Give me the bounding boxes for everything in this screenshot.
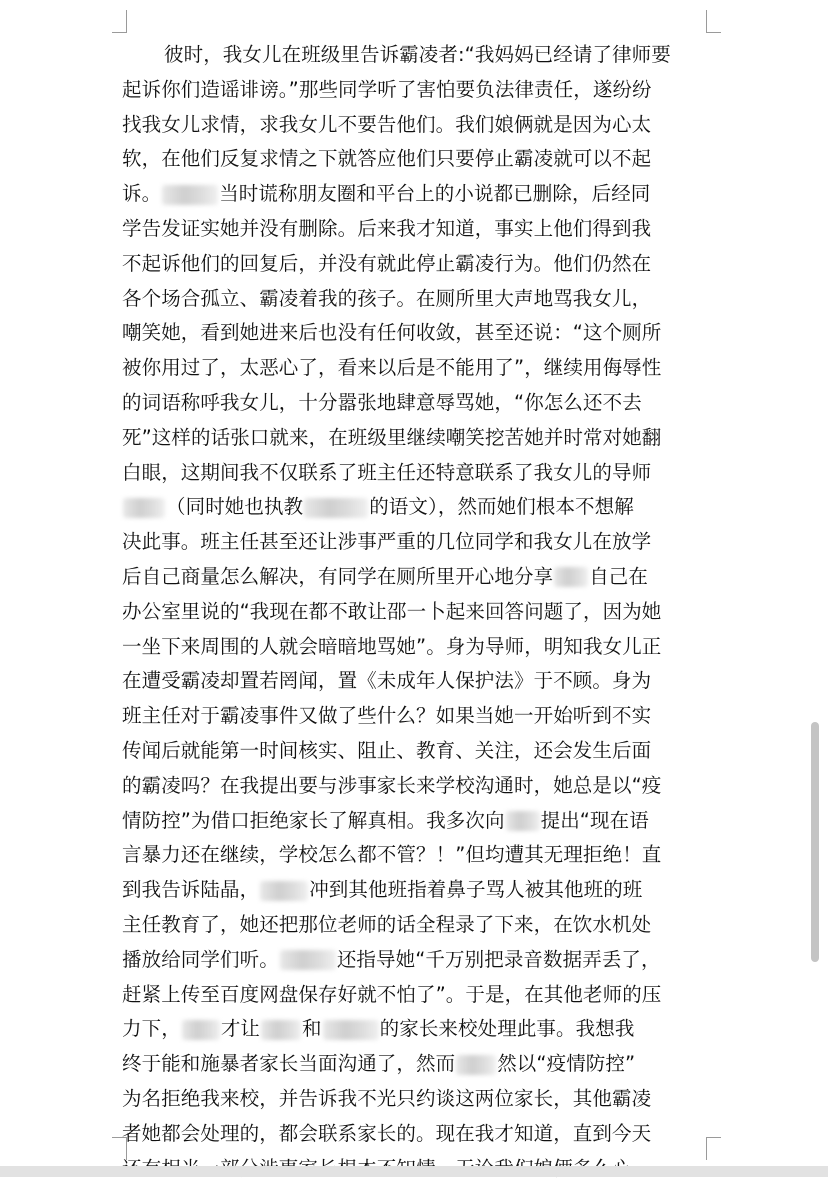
page-corner-mark-top-right xyxy=(706,10,721,33)
paragraph-line xyxy=(122,73,706,108)
line-text: 传闻后就能第一时间核实、阻止、教育、关注，还会发生后面 xyxy=(122,739,651,762)
paragraph-line xyxy=(122,247,706,282)
redacted-name xyxy=(162,185,218,205)
line-text: 找我女儿求情，求我女儿不要告他们。我们娘俩就是因为心太 xyxy=(122,113,651,136)
document-body xyxy=(122,38,706,1186)
paragraph-line xyxy=(122,212,706,247)
paragraph-line xyxy=(122,804,706,839)
paragraph-line xyxy=(122,1012,706,1047)
line-text: 在遭受霸凌却置若罔闻，置《未成年人保护法》于不顾。身为 xyxy=(122,669,651,692)
redacted-name xyxy=(304,498,368,518)
line-text: 赶紧上传至百度网盘保存好就不怕了”。于是，在其他老师的压 xyxy=(122,983,661,1006)
redacted-name xyxy=(260,881,308,901)
line-text: 然以“疫情防控” xyxy=(497,1052,635,1075)
paragraph-line xyxy=(122,943,706,978)
paragraph-line xyxy=(122,456,706,491)
line-text: 为名拒绝我来校，并告诉我不光只约谈这两位家长，其他霸凌 xyxy=(122,1087,651,1110)
paragraph-line xyxy=(122,734,706,769)
line-text: 的家长来校处理此事。我想我 xyxy=(380,1017,635,1040)
line-text: 自己在 xyxy=(589,565,648,588)
line-text: 冲到其他班指着鼻子骂人被其他班的班 xyxy=(309,878,642,901)
line-text: 学告发证实她并没有删除。后来我才知道，事实上他们得到我 xyxy=(122,217,651,240)
line-text: 班主任对于霸凌事件又做了些什么？如果当她一开始听到不实 xyxy=(122,704,651,727)
line-text: 嘲笑她，看到她进来后也没有任何收敛，甚至还说：“这个厕所 xyxy=(122,321,661,344)
paragraph-line xyxy=(122,560,706,595)
line-text: 彼时，我女儿在班级里告诉霸凌者:“我妈妈已经请了律师要 xyxy=(164,43,671,66)
paragraph-line xyxy=(122,1082,706,1117)
line-text: 当时谎称朋友圈和平台上的小说都已删除，后经同 xyxy=(219,182,650,205)
line-text: 到我告诉陆晶， xyxy=(122,878,259,901)
line-text: 后自己商量怎么解决，有同学在厕所里开心地分享 xyxy=(122,565,553,588)
line-text: 还指导她“千万别把录音数据弄丢了， xyxy=(337,948,661,971)
page-corner-mark-top-left xyxy=(112,10,127,33)
paragraph-line xyxy=(122,316,706,351)
line-text: 办公室里说的“我现在都不敢让邵一卜起来回答问题了，因为她 xyxy=(122,600,661,623)
line-text: 决此事。班主任甚至还让涉事严重的几位同学和我女儿在放学 xyxy=(122,530,651,553)
redacted-name xyxy=(123,498,165,518)
paragraph-line xyxy=(122,1117,706,1152)
paragraph-line xyxy=(122,699,706,734)
line-text: 的语文），然而她们根本不想解 xyxy=(369,495,634,518)
line-text: 才让 xyxy=(221,1017,260,1040)
paragraph-line xyxy=(122,421,706,456)
paragraph-line xyxy=(122,351,706,386)
line-text: 不起诉他们的回复后，并没有就此停止霸凌行为。他们仍然在 xyxy=(122,252,651,275)
page-corner-mark-bottom-right xyxy=(706,1137,721,1160)
line-text: 和 xyxy=(302,1017,322,1040)
paragraph-line xyxy=(122,490,706,525)
paragraph-line xyxy=(122,978,706,1013)
line-text: 情防控”为借口拒绝家长了解真相。我多次向 xyxy=(122,809,505,832)
redacted-name xyxy=(182,1020,220,1040)
horizontal-scrollbar[interactable] xyxy=(0,1166,828,1177)
redacted-name xyxy=(261,1020,301,1040)
paragraph-line xyxy=(122,282,706,317)
paragraph-line xyxy=(122,908,706,943)
line-text: 提出“现在语 xyxy=(541,809,649,832)
redacted-name xyxy=(456,1055,496,1075)
line-text: 播放给同学们听。 xyxy=(122,948,279,971)
line-text: 终于能和施暴者家长当面沟通了，然而 xyxy=(122,1052,455,1075)
line-text: 的霸凌吗？在我提出要与涉事家长来学校沟通时，她总是以“疫 xyxy=(122,774,661,797)
line-text: 诉。 xyxy=(122,182,161,205)
paragraph-line xyxy=(122,142,706,177)
paragraph-line xyxy=(122,1047,706,1082)
redacted-name xyxy=(280,950,336,970)
line-text: 一坐下来周围的人就会暗暗地骂她”。身为导师，明知我女儿正 xyxy=(122,635,661,658)
paragraph-line xyxy=(122,595,706,630)
line-text: 被你用过了，太恶心了，看来以后是不能用了”，继续用侮辱性 xyxy=(122,356,661,379)
paragraph-line xyxy=(122,177,706,212)
line-text: 力下， xyxy=(122,1017,181,1040)
redacted-name xyxy=(554,567,588,587)
redacted-name xyxy=(506,811,540,831)
line-text: 软，在他们反复求情之下就答应他们只要停止霸凌就可以不起 xyxy=(122,147,651,170)
line-text: 死”这样的话张口就来，在班级里继续嘲笑挖苦她并时常对她翻 xyxy=(122,426,661,449)
line-text: 白眼，这期间我不仅联系了班主任还特意联系了我女儿的导师 xyxy=(122,461,651,484)
paragraph-line xyxy=(122,664,706,699)
paragraph-line xyxy=(122,769,706,804)
paragraph-line xyxy=(122,630,706,665)
paragraph-line xyxy=(122,38,706,73)
line-text: 主任教育了，她还把那位老师的话全程录了下来，在饮水机处 xyxy=(122,913,651,936)
line-text: 言暴力还在继续，学校怎么都不管？！”但均遭其无理拒绝！直 xyxy=(122,843,661,866)
line-text: 的词语称呼我女儿，十分嚣张地肆意辱骂她，“你怎么还不去 xyxy=(122,391,642,414)
paragraph-line xyxy=(122,525,706,560)
line-text: （同时她也执教 xyxy=(166,495,303,518)
paragraph-line xyxy=(122,838,706,873)
page-corner-mark-bottom-left xyxy=(112,1137,127,1160)
redacted-name xyxy=(323,1020,379,1040)
paragraph-line xyxy=(122,386,706,421)
line-text: 各个场合孤立、霸凌着我的孩子。在厕所里大声地骂我女儿， xyxy=(122,287,651,310)
vertical-scrollbar-thumb[interactable] xyxy=(811,722,819,962)
line-text: 起诉你们造谣诽谤。”那些同学听了害怕要负法律责任，遂纷纷 xyxy=(122,78,652,101)
vertical-scrollbar[interactable] xyxy=(808,0,828,1177)
paragraph-line xyxy=(122,108,706,143)
line-text: 者她都会处理的，都会联系家长的。现在我才知道，直到今天 xyxy=(122,1122,651,1145)
paragraph-line xyxy=(122,873,706,908)
